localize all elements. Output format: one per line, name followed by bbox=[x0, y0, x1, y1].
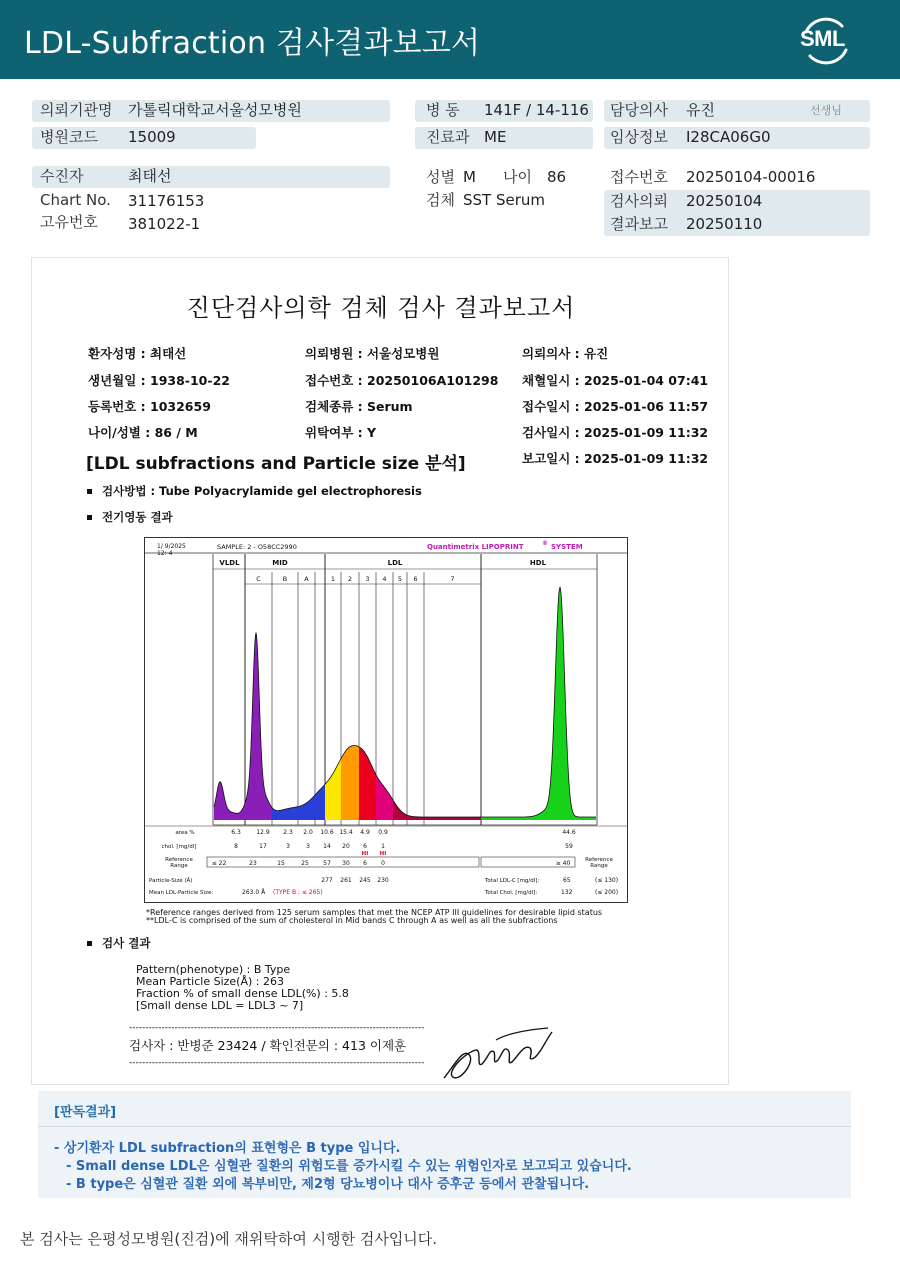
chart-label: Chart No. bbox=[40, 191, 111, 209]
band-label-6: 6 bbox=[413, 575, 418, 583]
code-label: 병원코드 bbox=[40, 128, 98, 146]
lipoprint-chart-svg bbox=[145, 538, 627, 902]
result-line-fraction: Fraction % of small dense LDL(%) : 5.8 bbox=[136, 987, 349, 1000]
curve-outline bbox=[214, 587, 596, 817]
curve-mid-ba-area bbox=[272, 784, 325, 820]
row-label-chol: chol. [mg/dl] bbox=[161, 844, 197, 850]
size-value: 261 bbox=[340, 877, 352, 884]
chol-value: 14 bbox=[323, 843, 331, 850]
row-label-area: area % bbox=[175, 830, 195, 836]
area-value: 6.3 bbox=[231, 829, 241, 836]
curve-ldl2-area bbox=[341, 746, 360, 821]
specimen-label: 검체 bbox=[426, 191, 455, 209]
mean-type-value: (TYPE B ; ≤ 265) bbox=[273, 889, 323, 896]
report-age-sex: 나이/성별 : 86 / M bbox=[88, 425, 198, 440]
report-test-time: 검사일시 : 2025-01-09 11:32 bbox=[522, 425, 709, 440]
unique-label: 고유번호 bbox=[40, 213, 98, 231]
group-label-hdl: HDL bbox=[529, 559, 547, 567]
footnote-2: **LDL-C is comprised of the sum of cholesterol in Mid bands C through A as well as all the subfractions bbox=[146, 916, 558, 925]
interpretation-header bbox=[38, 1091, 851, 1127]
size-value: 277 bbox=[321, 877, 333, 884]
band-label-1: 1 bbox=[330, 575, 336, 583]
doctor-label: 담당의사 bbox=[610, 101, 668, 119]
curve-vldl-area bbox=[214, 782, 246, 820]
curve-ldl3-area bbox=[359, 747, 376, 820]
total-ldl-ref: (≤ 130) bbox=[595, 877, 619, 884]
chart-brand: Quantimetrix LIPOPRINT bbox=[427, 543, 524, 551]
area-value: 0.9 bbox=[378, 829, 388, 836]
unique-value: 381022-1 bbox=[128, 215, 201, 233]
row-label-mean: Mean LDL-Particle Size: bbox=[149, 890, 214, 896]
chart-brand-sup: ® bbox=[542, 540, 548, 547]
chart-date: 1/ 9/2025 bbox=[157, 543, 186, 550]
band-label-A: A bbox=[304, 575, 309, 583]
total-chol-ref: (≤ 200) bbox=[595, 889, 619, 896]
total-ldl-label: Total LDL-C [mg/dl]: bbox=[485, 878, 540, 884]
report-doctor: 의뢰의사 : 유진 bbox=[522, 346, 609, 361]
divider-top: ------------------------------------------------------------------------------------------- bbox=[129, 1023, 425, 1033]
chart-sample: SAMPLE: 2 - O58CC2990 bbox=[217, 543, 297, 551]
hospital-value: 가톨릭대학교서울성모병원 bbox=[128, 101, 302, 119]
bullet-icon bbox=[87, 515, 92, 520]
group-label-mid: MID bbox=[272, 559, 288, 567]
report-collect-time: 채혈일시 : 2025-01-04 07:41 bbox=[522, 373, 709, 388]
age-label: 나이 bbox=[503, 168, 532, 186]
ref-value: 30 bbox=[342, 860, 350, 867]
total-ldl-value: 65 bbox=[563, 877, 571, 884]
area-value: 2.0 bbox=[303, 829, 313, 836]
sex-label: 성별 bbox=[426, 168, 455, 186]
report-patient-name: 환자성명 : 최태선 bbox=[88, 346, 187, 361]
hi-flag: HI bbox=[379, 851, 387, 857]
report-examiner: 검사자 : 반병준 23424 / 확인전문의 : 413 이제훈 bbox=[129, 1038, 407, 1053]
interpretation-line-2: - Small dense LDL은 심혈관 질환의 위험도를 증가시킬 수 있는 위험인자로 보고되고 있습니다. bbox=[66, 1159, 632, 1174]
patient-value: 최태선 bbox=[128, 167, 172, 185]
request-label: 검사의뢰 bbox=[610, 192, 668, 210]
logo-text: SML bbox=[800, 26, 845, 51]
report-receipt: 접수번호 : 20250106A101298 bbox=[305, 373, 499, 388]
band-label-4: 4 bbox=[382, 575, 387, 583]
size-value: 245 bbox=[359, 877, 371, 884]
report-birth: 생년월일 : 1938-10-22 bbox=[88, 373, 230, 388]
group-label-vldl: VLDL bbox=[219, 559, 240, 567]
interpretation-line-1: - 상기환자 LDL subfraction의 표현형은 B type 입니다. bbox=[54, 1141, 401, 1156]
sml-logo-icon bbox=[796, 14, 856, 66]
area-value: 4.9 bbox=[360, 829, 370, 836]
signature-icon bbox=[436, 1026, 556, 1086]
chol-value: 3 bbox=[286, 843, 290, 850]
report-value: 20250110 bbox=[686, 215, 763, 233]
report-reg-no: 등록번호 : 1032659 bbox=[88, 399, 211, 414]
request-value: 20250104 bbox=[686, 192, 763, 210]
row-label-ref-2: Range bbox=[170, 863, 188, 869]
ward-value: 141F / 14-116 bbox=[484, 101, 589, 119]
hospital-label: 의뢰기관명 bbox=[40, 101, 113, 119]
chol-value: 17 bbox=[259, 843, 267, 850]
patient-row bbox=[32, 166, 390, 188]
header-bar bbox=[0, 0, 900, 79]
curve-ldl4-area bbox=[376, 775, 393, 820]
page-title: LDL-Subfraction 검사결과보고서 bbox=[24, 26, 481, 61]
ref-value: 6 bbox=[363, 860, 367, 867]
ref-value: 25 bbox=[301, 860, 309, 867]
chol-value: 3 bbox=[306, 843, 310, 850]
ward-label: 병 동 bbox=[426, 101, 460, 119]
chol-value-hdl: 59 bbox=[565, 843, 573, 850]
scanned-report bbox=[31, 257, 729, 1085]
chart-time: 12: 4 bbox=[157, 550, 173, 557]
report-specimen: 검체종류 : Serum bbox=[305, 399, 413, 414]
chol-value: 20 bbox=[342, 843, 350, 850]
curve-hdl-area bbox=[481, 587, 596, 820]
report-result-heading: 검사 결과 bbox=[102, 936, 151, 950]
chart-value: 31176153 bbox=[128, 192, 205, 210]
area-value: 15.4 bbox=[339, 829, 353, 836]
row-label-ref-right-2: Range bbox=[590, 863, 608, 869]
interpretation-title: [판독결과] bbox=[54, 1105, 117, 1120]
report-label: 결과보고 bbox=[610, 215, 668, 233]
ref-value: 0 bbox=[381, 860, 385, 867]
band-label-3: 3 bbox=[365, 575, 370, 583]
chol-value: 8 bbox=[234, 843, 238, 850]
band-label-C: C bbox=[256, 575, 261, 583]
report-hospital: 의뢰병원 : 서울성모병원 bbox=[305, 346, 440, 361]
bullet-icon bbox=[87, 941, 92, 946]
area-value: 12.9 bbox=[256, 829, 270, 836]
chart-brand-tail: SYSTEM bbox=[551, 543, 583, 551]
chol-value: 6 bbox=[363, 843, 367, 850]
row-label-size: Particle-Size (Å) bbox=[149, 878, 193, 884]
footer-note: 본 검사는 은평성모병원(진검)에 재위탁하여 시행한 검사입니다. bbox=[20, 1230, 438, 1248]
interpretation-panel bbox=[38, 1091, 851, 1198]
result-line-pattern: Pattern(phenotype) : B Type bbox=[136, 963, 291, 976]
lipoprint-chart bbox=[144, 537, 628, 903]
interpretation-line-3: - B type은 심혈관 질환 외에 복부비만, 제2형 당뇨병이나 대사 증후군 등에서 관찰됩니다. bbox=[66, 1177, 590, 1192]
divider-bottom: ------------------------------------------------------------------------------------------- bbox=[129, 1058, 425, 1068]
specimen-value: SST Serum bbox=[463, 191, 546, 209]
report-report-time: 보고일시 : 2025-01-09 11:32 bbox=[522, 451, 709, 466]
total-chol-value: 132 bbox=[561, 889, 573, 896]
area-value: 2.3 bbox=[283, 829, 293, 836]
report-title: 진단검사의학 검체 검사 결과보고서 bbox=[186, 294, 576, 322]
receipt-value: 20250104-00016 bbox=[686, 168, 816, 186]
report-method: 검사방법 : Tube Polyacrylamide gel electrophoresis bbox=[102, 484, 422, 498]
doctor-value: 유진 bbox=[686, 101, 715, 119]
band-label-5: 5 bbox=[397, 575, 403, 583]
report-electro-heading: 전기영동 결과 bbox=[102, 510, 173, 524]
area-value: 10.6 bbox=[320, 829, 334, 836]
ref-value: 57 bbox=[323, 860, 331, 867]
area-value-hdl: 44.6 bbox=[562, 829, 576, 836]
sex-value: M bbox=[463, 168, 476, 186]
ref-value: ≤ 22 bbox=[211, 860, 227, 867]
dept-label: 진료과 bbox=[426, 128, 470, 146]
curve-midc-area bbox=[245, 633, 273, 820]
clinical-value: I28CA06G0 bbox=[686, 128, 771, 146]
report-receipt-time: 접수일시 : 2025-01-06 11:57 bbox=[522, 399, 709, 414]
report-section-title: [LDL subfractions and Particle size 분석] bbox=[86, 454, 466, 474]
receipt-label: 접수번호 bbox=[610, 168, 668, 186]
curve-ldl1-area bbox=[325, 757, 342, 820]
doctor-note: 선생님 bbox=[810, 104, 842, 117]
row-label-ref-right: Reference bbox=[585, 857, 613, 863]
result-line-sdldl: [Small dense LDL = LDL3 ~ 7] bbox=[136, 999, 304, 1012]
patient-label: 수진자 bbox=[40, 167, 84, 185]
group-label-ldl: LDL bbox=[387, 559, 403, 567]
band-label-B: B bbox=[282, 575, 288, 583]
ref-value-hdl: ≥ 40 bbox=[555, 860, 571, 867]
mean-size-value: 263.0 Å bbox=[242, 889, 266, 896]
report-consign: 위탁여부 : Y bbox=[305, 425, 377, 440]
clinical-label: 임상정보 bbox=[610, 128, 668, 146]
footnote-1: *Reference ranges derived from 125 serum samples that met the NCEP ATP III guidelines for desirable lipid status bbox=[146, 908, 603, 917]
code-value: 15009 bbox=[128, 128, 176, 146]
band-label-7: 7 bbox=[450, 575, 455, 583]
chol-value: 1 bbox=[381, 843, 385, 850]
ref-value: 15 bbox=[277, 860, 285, 867]
total-chol-label: Total Chol. [mg/dl]: bbox=[485, 890, 538, 896]
size-value: 230 bbox=[377, 877, 389, 884]
row-label-ref: Reference bbox=[165, 857, 193, 863]
result-line-size: Mean Particle Size(Å) : 263 bbox=[136, 975, 284, 988]
hi-flag: HI bbox=[361, 851, 369, 857]
bullet-icon bbox=[87, 489, 92, 494]
dept-value: ME bbox=[484, 128, 507, 146]
age-value: 86 bbox=[547, 168, 567, 186]
ref-value: 23 bbox=[249, 860, 257, 867]
band-label-2: 2 bbox=[347, 575, 353, 583]
